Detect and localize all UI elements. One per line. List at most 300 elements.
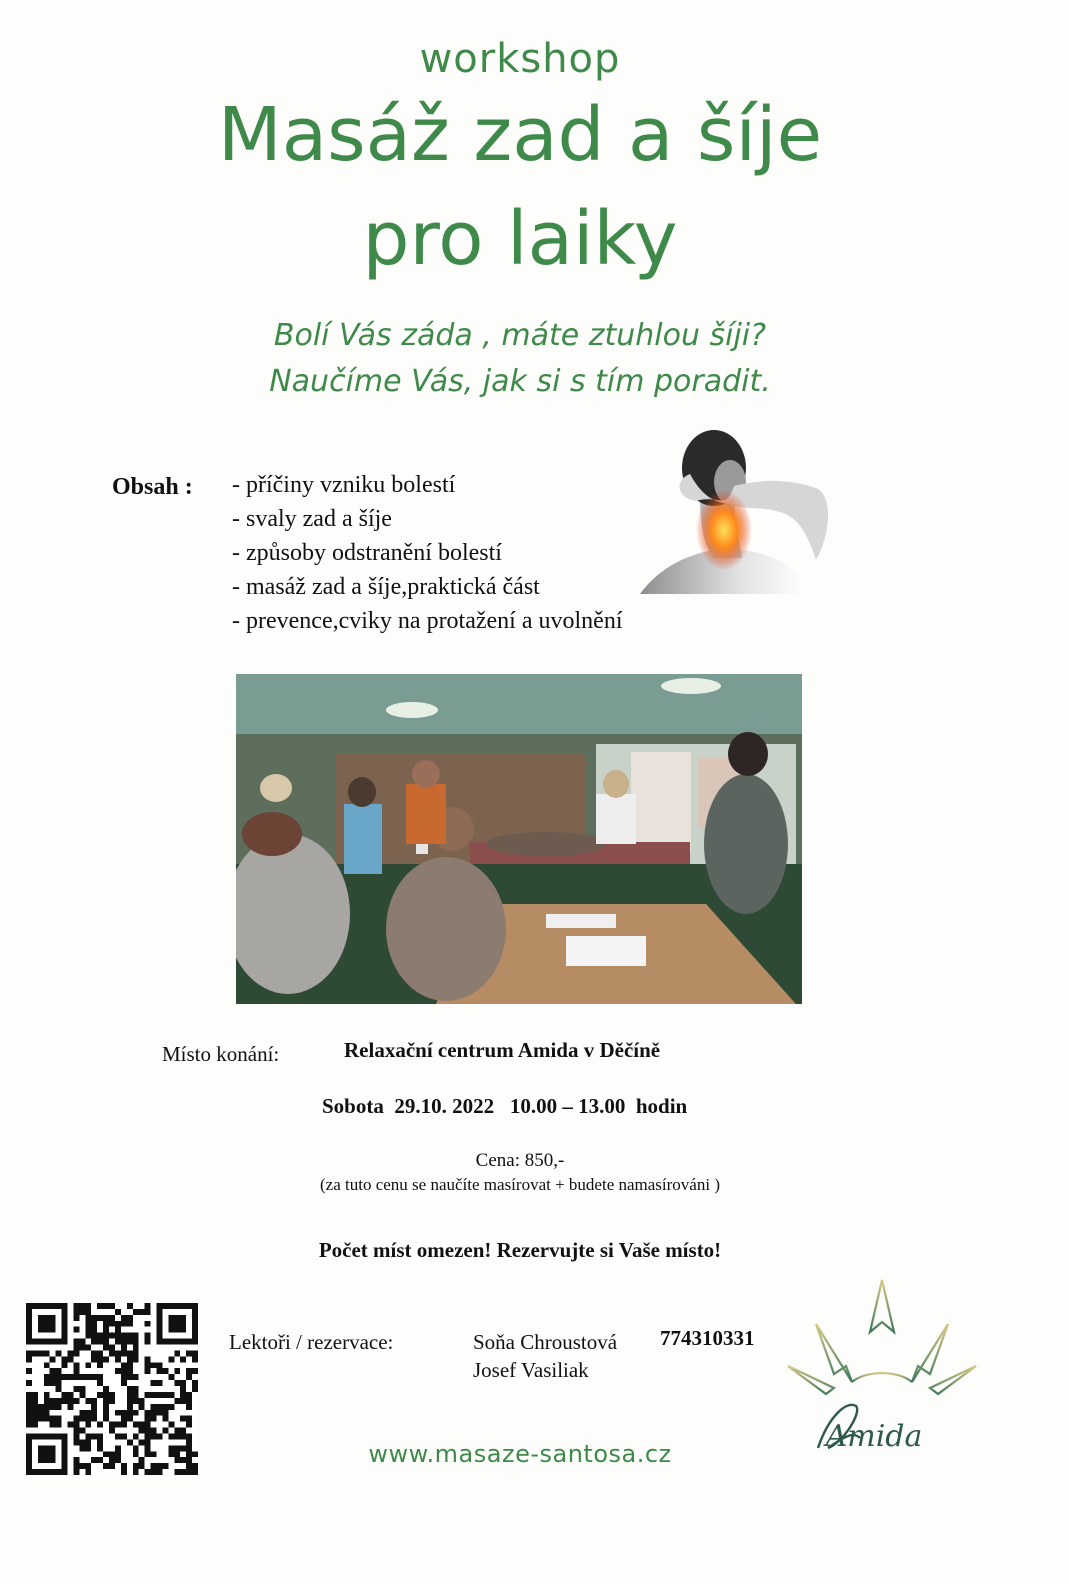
qr-module: [192, 1350, 198, 1356]
page-title-line2: pro laiky: [362, 196, 678, 282]
qr-module: [38, 1404, 44, 1410]
qr-module: [115, 1410, 121, 1416]
qr-module: [79, 1374, 85, 1380]
qr-module: [38, 1433, 44, 1439]
qr-module: [44, 1404, 50, 1410]
qr-module: [26, 1327, 32, 1333]
qr-module: [133, 1433, 139, 1439]
qr-module: [174, 1321, 180, 1327]
qr-module: [26, 1404, 32, 1410]
qr-module: [91, 1416, 97, 1422]
qr-module: [62, 1339, 68, 1345]
qr-module: [50, 1380, 56, 1386]
qr-module: [145, 1416, 151, 1422]
qr-module: [127, 1315, 133, 1321]
qr-module: [127, 1386, 133, 1392]
qr-module: [162, 1392, 168, 1398]
qr-module: [79, 1392, 85, 1398]
qr-module: [32, 1303, 38, 1309]
qr-module: [79, 1309, 85, 1315]
qr-module: [97, 1356, 103, 1362]
qr-module: [145, 1362, 151, 1368]
qr-module: [85, 1321, 91, 1327]
qr-module: [115, 1422, 121, 1428]
qr-module: [180, 1315, 186, 1321]
qr-module: [156, 1469, 162, 1475]
qr-module: [127, 1303, 133, 1309]
workshop-kicker: workshop: [419, 36, 621, 82]
qr-module: [85, 1309, 91, 1315]
qr-module: [115, 1356, 121, 1362]
qr-module: [103, 1410, 109, 1416]
qr-module: [168, 1327, 174, 1333]
qr-module: [85, 1303, 91, 1309]
qr-module: [68, 1392, 74, 1398]
qr-module: [32, 1422, 38, 1428]
qr-module: [85, 1433, 91, 1439]
qr-module: [145, 1303, 151, 1309]
qr-module: [85, 1345, 91, 1351]
qr-module: [62, 1309, 68, 1315]
qr-module: [73, 1374, 79, 1380]
qr-module: [79, 1339, 85, 1345]
qr-module: [127, 1339, 133, 1345]
qr-module: [145, 1469, 151, 1475]
qr-module: [121, 1315, 127, 1321]
qr-module: [174, 1368, 180, 1374]
qr-module: [73, 1433, 79, 1439]
qr-module: [145, 1356, 151, 1362]
page-title-line1: Masáž zad a šíje: [217, 92, 823, 178]
qr-module: [109, 1398, 115, 1404]
qr-module: [62, 1362, 68, 1368]
qr-module: [121, 1345, 127, 1351]
qr-module: [103, 1356, 109, 1362]
qr-module: [73, 1386, 79, 1392]
qr-module: [56, 1422, 62, 1428]
qr-module: [79, 1303, 85, 1309]
qr-module: [133, 1422, 139, 1428]
qr-module: [38, 1469, 44, 1475]
qr-module: [121, 1368, 127, 1374]
qr-module: [109, 1350, 115, 1356]
qr-module: [73, 1303, 79, 1309]
qr-module: [145, 1392, 151, 1398]
qr-module: [91, 1315, 97, 1321]
qr-module: [139, 1422, 145, 1428]
qr-module: [192, 1315, 198, 1321]
qr-module: [133, 1350, 139, 1356]
qr-module: [186, 1368, 192, 1374]
qr-module: [73, 1327, 79, 1333]
qr-module: [85, 1327, 91, 1333]
qr-module: [180, 1327, 186, 1333]
qr-module: [115, 1309, 121, 1315]
qr-module: [26, 1339, 32, 1345]
qr-module: [145, 1309, 151, 1315]
qr-module: [97, 1433, 103, 1439]
qr-module: [97, 1392, 103, 1398]
qr-module: [121, 1469, 127, 1475]
qr-module: [121, 1380, 127, 1386]
qr-module: [145, 1368, 151, 1374]
qr-module: [174, 1428, 180, 1434]
venue-label: Místo konání:: [162, 1042, 280, 1066]
qr-module: [127, 1333, 133, 1339]
qr-module: [192, 1368, 198, 1374]
qr-module: [79, 1416, 85, 1422]
qr-module: [38, 1350, 44, 1356]
qr-module: [50, 1368, 56, 1374]
qr-module: [151, 1469, 157, 1475]
qr-module: [162, 1339, 168, 1345]
qr-module: [97, 1380, 103, 1386]
qr-module: [103, 1333, 109, 1339]
qr-module: [56, 1398, 62, 1404]
qr-module: [121, 1333, 127, 1339]
qr-module: [192, 1356, 198, 1362]
qr-module: [121, 1339, 127, 1345]
qr-module: [73, 1469, 79, 1475]
qr-module: [68, 1422, 74, 1428]
qr-module: [56, 1350, 62, 1356]
qr-module: [121, 1416, 127, 1422]
qr-module: [180, 1398, 186, 1404]
qr-module: [145, 1339, 151, 1345]
qr-module: [151, 1362, 157, 1368]
qr-module: [145, 1333, 151, 1339]
qr-module: [50, 1433, 56, 1439]
qr-module: [103, 1345, 109, 1351]
qr-module: [162, 1410, 168, 1416]
qr-module: [156, 1362, 162, 1368]
qr-module: [85, 1422, 91, 1428]
qr-module: [127, 1356, 133, 1362]
qr-module: [91, 1356, 97, 1362]
qr-module: [44, 1362, 50, 1368]
qr-module: [44, 1410, 50, 1416]
qr-module: [103, 1386, 109, 1392]
qr-module: [133, 1345, 139, 1351]
neck-pain-illustration: [630, 426, 840, 596]
qr-module: [168, 1374, 174, 1380]
price-note: (za tuto cenu se naučíte masírovat + budete namasírováni ): [320, 1175, 720, 1194]
qr-module: [38, 1321, 44, 1327]
qr-module: [32, 1469, 38, 1475]
qr-module: [44, 1392, 50, 1398]
qr-module: [91, 1410, 97, 1416]
qr-module: [85, 1362, 91, 1368]
qr-module: [73, 1350, 79, 1356]
qr-module: [73, 1368, 79, 1374]
content-label: Obsah :: [112, 474, 193, 500]
qr-module: [44, 1303, 50, 1309]
qr-module: [103, 1416, 109, 1422]
qr-module: [174, 1380, 180, 1386]
qr-module: [73, 1416, 79, 1422]
qr-module: [56, 1386, 62, 1392]
qr-module: [168, 1321, 174, 1327]
qr-module: [85, 1410, 91, 1416]
qr-module: [50, 1469, 56, 1475]
qr-module: [127, 1368, 133, 1374]
qr-module: [156, 1368, 162, 1374]
qr-module: [62, 1374, 68, 1380]
qr-module: [127, 1321, 133, 1327]
qr-module: [192, 1309, 198, 1315]
qr-module: [115, 1321, 121, 1327]
qr-module: [121, 1321, 127, 1327]
qr-module: [62, 1327, 68, 1333]
qr-module: [50, 1404, 56, 1410]
qr-module: [26, 1422, 32, 1428]
qr-module: [168, 1404, 174, 1410]
qr-module: [91, 1350, 97, 1356]
qr-module: [139, 1309, 145, 1315]
qr-module: [68, 1404, 74, 1410]
qr-module: [151, 1404, 157, 1410]
qr-module: [97, 1374, 103, 1380]
qr-module: [162, 1416, 168, 1422]
qr-module: [32, 1398, 38, 1404]
list-item: - způsoby odstranění bolestí: [232, 540, 502, 566]
qr-module: [50, 1416, 56, 1422]
qr-module: [186, 1303, 192, 1309]
qr-module: [26, 1433, 32, 1439]
qr-module: [44, 1469, 50, 1475]
qr-module: [192, 1327, 198, 1333]
qr-module: [26, 1410, 32, 1416]
qr-module: [32, 1350, 38, 1356]
qr-module: [91, 1327, 97, 1333]
qr-module: [26, 1469, 32, 1475]
qr-module: [44, 1339, 50, 1345]
qr-module: [56, 1303, 62, 1309]
qr-module: [121, 1422, 127, 1428]
qr-module: [121, 1433, 127, 1439]
qr-module: [109, 1422, 115, 1428]
qr-module: [32, 1416, 38, 1422]
qr-module: [62, 1398, 68, 1404]
qr-module: [127, 1350, 133, 1356]
lecturer-name-1: Soňa Chroustová: [473, 1330, 618, 1354]
qr-module: [62, 1392, 68, 1398]
content-list: [232, 468, 623, 638]
qr-module: [180, 1303, 186, 1309]
qr-module: [79, 1386, 85, 1392]
qr-module: [180, 1339, 186, 1345]
qr-module: [79, 1345, 85, 1351]
qr-module: [26, 1333, 32, 1339]
qr-module: [103, 1321, 109, 1327]
qr-module: [50, 1321, 56, 1327]
qr-module: [26, 1356, 32, 1362]
qr-module: [38, 1315, 44, 1321]
qr-module: [62, 1433, 68, 1439]
qr-module: [186, 1339, 192, 1345]
qr-module: [73, 1362, 79, 1368]
qr-module: [73, 1339, 79, 1345]
qr-module: [56, 1404, 62, 1410]
qr-module: [180, 1416, 186, 1422]
qr-module: [192, 1380, 198, 1386]
qr-module: [44, 1416, 50, 1422]
lecturer-name-2: Josef Vasiliak: [473, 1358, 589, 1382]
qr-module: [50, 1327, 56, 1333]
qr-module: [174, 1315, 180, 1321]
qr-module: [62, 1321, 68, 1327]
qr-module: [174, 1469, 180, 1475]
qr-module: [26, 1416, 32, 1422]
qr-module: [156, 1392, 162, 1398]
qr-module: [68, 1374, 74, 1380]
qr-module: [127, 1410, 133, 1416]
qr-module: [50, 1374, 56, 1380]
limited-seats-notice: Počet míst omezen! Rezervujte si Vaše místo!: [318, 1238, 722, 1262]
qr-module: [139, 1404, 145, 1410]
qr-module: [115, 1433, 121, 1439]
qr-module: [162, 1303, 168, 1309]
qr-module: [73, 1422, 79, 1428]
qr-module: [133, 1333, 139, 1339]
qr-module: [26, 1380, 32, 1386]
qr-module: [192, 1321, 198, 1327]
qr-module: [186, 1374, 192, 1380]
qr-module: [133, 1309, 139, 1315]
qr-module: [44, 1315, 50, 1321]
qr-module: [68, 1350, 74, 1356]
qr-module: [50, 1422, 56, 1428]
qr-module: [151, 1416, 157, 1422]
qr-module: [44, 1321, 50, 1327]
qr-module: [103, 1315, 109, 1321]
amida-logo-text: Amida: [825, 1419, 923, 1454]
qr-module: [38, 1327, 44, 1333]
qr-module: [103, 1404, 109, 1410]
qr-module: [156, 1380, 162, 1386]
qr-module: [109, 1392, 115, 1398]
qr-module: [145, 1321, 151, 1327]
qr-module: [156, 1327, 162, 1333]
qr-module: [133, 1339, 139, 1345]
qr-module: [62, 1303, 68, 1309]
qr-module: [139, 1428, 145, 1434]
qr-module: [109, 1315, 115, 1321]
qr-module: [44, 1433, 50, 1439]
qr-module: [38, 1303, 44, 1309]
qr-module: [180, 1321, 186, 1327]
qr-module: [156, 1309, 162, 1315]
qr-module: [56, 1339, 62, 1345]
qr-module: [192, 1333, 198, 1339]
qr-module: [44, 1380, 50, 1386]
qr-module: [186, 1416, 192, 1422]
qr-module: [156, 1315, 162, 1321]
qr-module: [174, 1350, 180, 1356]
qr-module: [133, 1392, 139, 1398]
qr-module: [56, 1380, 62, 1386]
qr-module: [180, 1433, 186, 1439]
venue-value: Relaxační centrum Amida v Děčíně: [344, 1038, 661, 1062]
qr-module: [174, 1303, 180, 1309]
event-date-time: Sobota 29.10. 2022 10.00 – 13.00 hodin: [322, 1094, 688, 1118]
qr-module: [162, 1404, 168, 1410]
phone-number[interactable]: 774310331: [660, 1326, 755, 1350]
qr-module: [97, 1422, 103, 1428]
qr-module: [44, 1350, 50, 1356]
qr-module: [32, 1339, 38, 1345]
qr-module: [91, 1321, 97, 1327]
qr-module: [139, 1398, 145, 1404]
qr-module: [121, 1410, 127, 1416]
qr-module: [180, 1356, 186, 1362]
qr-module: [145, 1410, 151, 1416]
qr-module: [127, 1392, 133, 1398]
qr-module: [38, 1416, 44, 1422]
qr-module: [91, 1433, 97, 1439]
qr-module: [85, 1315, 91, 1321]
qr-module: [186, 1350, 192, 1356]
qr-module: [97, 1333, 103, 1339]
tagline-answer: Naučíme Vás, jak si s tím poradit.: [269, 364, 771, 399]
qr-module: [115, 1350, 121, 1356]
qr-module: [85, 1333, 91, 1339]
qr-module: [26, 1315, 32, 1321]
qr-module: [97, 1362, 103, 1368]
qr-module: [56, 1433, 62, 1439]
qr-module: [79, 1428, 85, 1434]
qr-module: [180, 1380, 186, 1386]
qr-module: [156, 1303, 162, 1309]
qr-module: [174, 1339, 180, 1345]
qr-module: [115, 1339, 121, 1345]
list-item: - masáž zad a šíje,praktická část: [232, 574, 540, 600]
qr-module: [50, 1315, 56, 1321]
qr-module: [121, 1362, 127, 1368]
qr-module: [115, 1327, 121, 1333]
qr-module: [32, 1410, 38, 1416]
qr-module: [127, 1416, 133, 1422]
qr-module: [151, 1428, 157, 1434]
qr-module: [26, 1303, 32, 1309]
qr-module: [103, 1392, 109, 1398]
qr-module: [26, 1321, 32, 1327]
qr-module: [103, 1327, 109, 1333]
lecturers-label: Lektoři / rezervace:: [229, 1330, 394, 1354]
qr-module: [186, 1469, 192, 1475]
qr-module: [109, 1333, 115, 1339]
qr-module: [127, 1404, 133, 1410]
qr-module: [180, 1392, 186, 1398]
qr-module: [168, 1303, 174, 1309]
qr-module: [174, 1433, 180, 1439]
qr-module: [91, 1333, 97, 1339]
website-link[interactable]: www.masaze-santosa.cz: [368, 1440, 672, 1468]
qr-module: [133, 1374, 139, 1380]
qr-module: [73, 1428, 79, 1434]
qr-module: [62, 1333, 68, 1339]
qr-module: [145, 1428, 151, 1434]
qr-module: [156, 1433, 162, 1439]
qr-module: [168, 1339, 174, 1345]
qr-module: [133, 1386, 139, 1392]
qr-module: [38, 1339, 44, 1345]
list-item: - svaly zad a šíje: [232, 506, 392, 532]
qr-module: [151, 1392, 157, 1398]
qr-module: [192, 1303, 198, 1309]
qr-module: [56, 1368, 62, 1374]
qr-module: [168, 1356, 174, 1362]
